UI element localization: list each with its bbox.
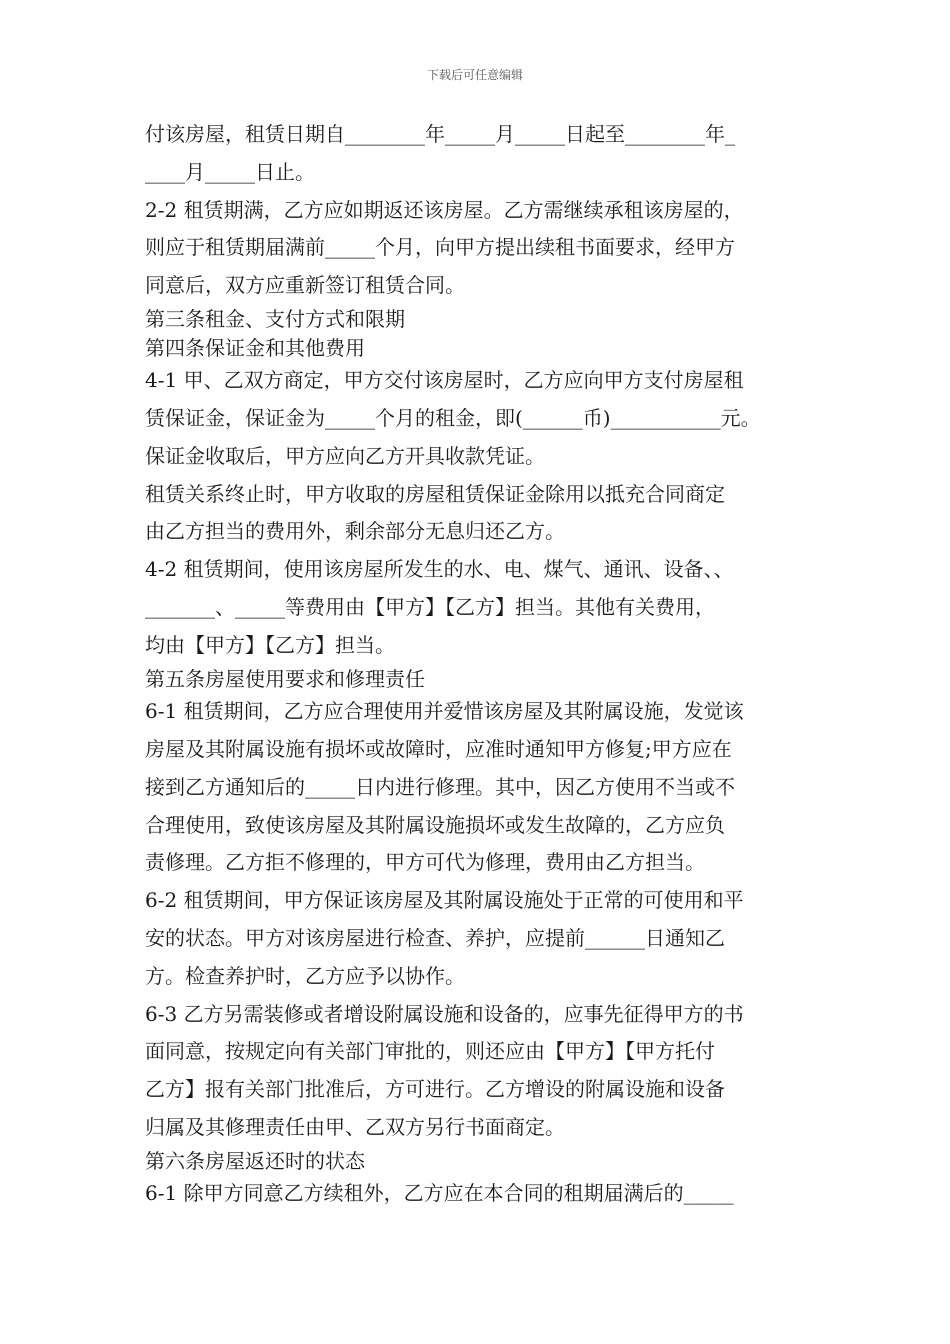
text-line: 合理使用，致使该房屋及其附属设施损坏或发生故障的，乙方应负 <box>145 812 725 837</box>
section-heading-3: 第三条租金、支付方式和限期 <box>145 306 405 331</box>
clause-6-2: 6-2 租赁期间，甲方保证该房屋及其附属设施处于正常的可使用和平 <box>145 888 744 913</box>
clause-4-1: 4-1 甲、乙双方商定，甲方交付该房屋时，乙方应向甲方支付房屋租 <box>145 368 744 393</box>
text-line: 同意后，双方应重新签订租赁合同。 <box>145 273 465 298</box>
page-header: 下载后可任意编辑 <box>426 68 523 82</box>
text-line: 保证金收取后，甲方应向乙方开具收款凭证。 <box>145 443 545 468</box>
text-line: 则应于租赁期届满前_____个月，向甲方提出续租书面要求，经甲方 <box>145 235 735 260</box>
text-line: ____月_____日止。 <box>145 159 315 184</box>
text-line: _______、_____等费用由【甲方】【乙方】担当。其他有关费用， <box>145 594 715 619</box>
text-line: 接到乙方通知后的_____日内进行修理。其中，因乙方使用不当或不 <box>145 774 735 799</box>
document-body <box>145 116 810 1213</box>
text-line: 安的状态。甲方对该房屋进行检查、养护，应提前______日通知乙 <box>145 925 725 950</box>
section-heading-5: 第五条房屋使用要求和修理责任 <box>145 666 425 691</box>
section-heading-4: 第四条保证金和其他费用 <box>145 335 365 360</box>
clause-6-1-return: 6-1 除甲方同意乙方续租外，乙方应在本合同的租期届满后的_____ <box>145 1181 734 1206</box>
text-line: 方。检查养护时，乙方应予以协作。 <box>145 963 465 988</box>
section-heading-6: 第六条房屋返还时的状态 <box>145 1148 365 1173</box>
text-line: 责修理。乙方拒不修理的，甲方可代为修理，费用由乙方担当。 <box>145 850 705 875</box>
clause-2-2: 2-2 租赁期满，乙方应如期返还该房屋。乙方需继续承租该房屋的， <box>145 197 744 222</box>
clause-6-1: 6-1 租赁期间，乙方应合理使用并爱惜该房屋及其附属设施，发觉该 <box>145 699 744 724</box>
text-line: 付该房屋，租赁日期自________年_____月_____日起至________年_ <box>145 122 735 146</box>
text-line: 均由【甲方】【乙方】担当。 <box>145 632 395 657</box>
text-line: 由乙方担当的费用外，剩余部分无息归还乙方。 <box>145 519 565 544</box>
text-line: 赁保证金，保证金为_____个月的租金，即(______币)___________元。 <box>145 405 761 430</box>
text-line: 租赁关系终止时，甲方收取的房屋租赁保证金除用以抵充合同商定 <box>145 481 725 506</box>
text-line: 归属及其修理责任由甲、乙双方另行书面商定。 <box>145 1114 565 1139</box>
text-line: 面同意，按规定向有关部门审批的，则还应由【甲方】【甲方托付 <box>145 1039 715 1064</box>
clause-6-3: 6-3 乙方另需装修或者增设附属设施和设备的，应事先征得甲方的书 <box>145 1001 744 1026</box>
text-line: 乙方】报有关部门批准后，方可进行。乙方增设的附属设施和设备 <box>145 1077 725 1102</box>
clause-4-2: 4-2 租赁期间，使用该房屋所发生的水、电、煤气、通讯、设备、、 <box>145 557 734 582</box>
text-line: 房屋及其附属设施有损坏或故障时，应准时通知甲方修复;甲方应在 <box>145 736 732 761</box>
